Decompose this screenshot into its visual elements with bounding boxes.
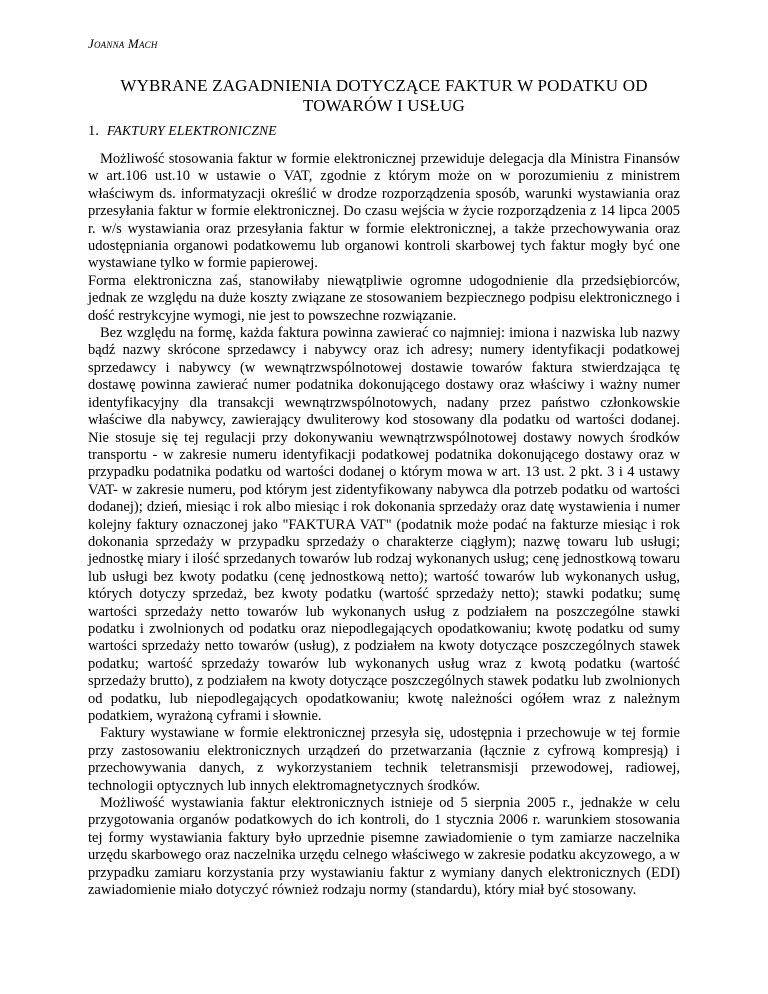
paper-title: WYBRANE ZAGADNIENIA DOTYCZĄCE FAKTUR W PODATKU OD TOWARÓW I USŁUG	[120, 76, 648, 115]
section-number: 1.	[88, 123, 99, 139]
paragraph-4: Faktury wystawiane w formie elektronicznej przesyła się, udostępnia i przechowuje w tej formie przy zastosowaniu elektronicznych urządzeń do przetwarzania (łącznie z cyfrową kompresją) i przechowywania danych, z wykorzystaniem technik teletransmisji przewodowej, radiowej, technologii optycznych lub innych elektromagnetycznych środków.	[88, 725, 680, 794]
section-heading	[88, 123, 277, 140]
paragraph-2: Forma elektroniczna zaś, stanowiłaby niewątpliwie ogromne udogodnienie dla przedsiębiorców, jednak ze względu na duże koszty związane ze stosowaniem bezpiecznego podpisu elektronicznego i dość restrykcyjne wymogi, nie jest to powszechne rozwiązanie.	[88, 272, 680, 324]
paragraph-1: Możliwość stosowania faktur w formie elektronicznej przewiduje delegacja dla Ministra Finansów w art.106 ust.10 w ustawie o VAT, zgodnie z którym może on w porozumieniu z ministrem właściwym ds. informatyzacji określić w drodze rozporządzenia sposób, warunki wystawiania oraz przesyłania faktur w formie elektronicznej. Do czasu wejścia w życie rozporządzenia z 14 lipca 2005 r. w/s wystawiania oraz przesyłania faktur w formie elektronicznej, a także przechowywania oraz udostępniania organowi podatkowemu lub organowi kontroli skarbowej tych faktur mogły być one wystawiane tylko w formie papierowej.	[88, 151, 680, 272]
section-title: FAKTURY ELEKTRONICZNE	[106, 123, 277, 138]
paragraph-5: Możliwość wystawiania faktur elektronicznych istnieje od 5 sierpnia 2005 r., jednakże w celu przygotowania organów podatkowych do ich kontroli, do 1 stycznia 2006 r. warunkiem stosowania tej formy wystawiania faktury było uprzednie pisemne zawiadomienie o tym zamiarze naczelnika urzędu skarbowego oraz naczelnika urzędu celnego właściwego w zakresie podatku akcyzowego, a w przypadku zamiaru korzystania przy wystawianiu faktur z wymiany danych elektronicznych (EDI) zawiadomienie miało dotyczyć również rodzaju normy (standardu), który miał być stosowany.	[88, 795, 680, 899]
author-name: Joanna Mach	[88, 36, 158, 51]
body-text	[88, 151, 680, 899]
paragraph-3: Bez względu na formę, każda faktura powinna zawierać co najmniej: imiona i nazwiska lub nazwy bądź nazwy skrócone sprzedawcy i nabywcy oraz ich adresy; numery identyfikacji podatkowej sprzedawcy i nabywcy (w wewnątrzwspólnotowej dostawie towarów faktura stwierdzająca tę dostawę powinna zawierać numer podatnika dokonującego dostawy oraz właściwy i ważny numer identyfikacyjny dla transakcji wewnątrzwspólnotowych, nadany przez państwo członkowskie właściwe dla nabywcy, zawierający dwuliterowy kod stosowany dla podatku od wartości dodanej. Nie stosuje się tej regulacji przy dokonywaniu wewnątrzwspólnotowej dostawy nowych środków transportu - w zakresie numeru identyfikacji podatkowej podatnika dokonującego dostawy oraz w przypadku podatnika podatku od wartości dodanej o którym mowa w art. 13 ust. 2 pkt. 3 i 4 ustawy VAT- w zakresie numeru, pod którym jest zidentyfikowany nabywca dla potrzeb podatku od wartości dodanej); dzień, miesiąc i rok albo miesiąc i rok dokonania sprzedaży oraz datę wystawienia i numer kolejny faktury oznaczonej jako "FAKTURA VAT" (podatnik może podać na fakturze miesiąc i rok dokonania sprzedaży w przypadku sprzedaży o charakterze ciągłym); nazwę towaru lub usługi; jednostkę miary i ilość sprzedanych towarów lub rodzaj wykonanych usług; cenę jednostkową towaru lub usługi bez kwoty podatku (cenę jednostkową netto); wartość towarów lub wykonanych usług, których dotyczy sprzedaż, bez kwoty podatku (wartość sprzedaży netto); stawki podatku; sumę wartości sprzedaży netto towarów lub wykonanych usług z podziałem na poszczególne stawki podatku i zwolnionych od podatku oraz niepodlegających opodatkowaniu; kwotę podatku od sumy wartości sprzedaży netto towarów (usług), z podziałem na kwoty dotyczące poszczególnych stawek podatku; wartość sprzedaży towarów lub wykonanych usług wraz z kwotą podatku (wartość sprzedaży brutto), z podziałem na kwoty dotyczące poszczególnych stawek podatku lub zwolnionych od podatku, lub niepodlegających opodatkowaniu; kwotę należności ogółem wraz z należnym podatkiem, wyrażoną cyframi i słownie.	[88, 325, 680, 724]
